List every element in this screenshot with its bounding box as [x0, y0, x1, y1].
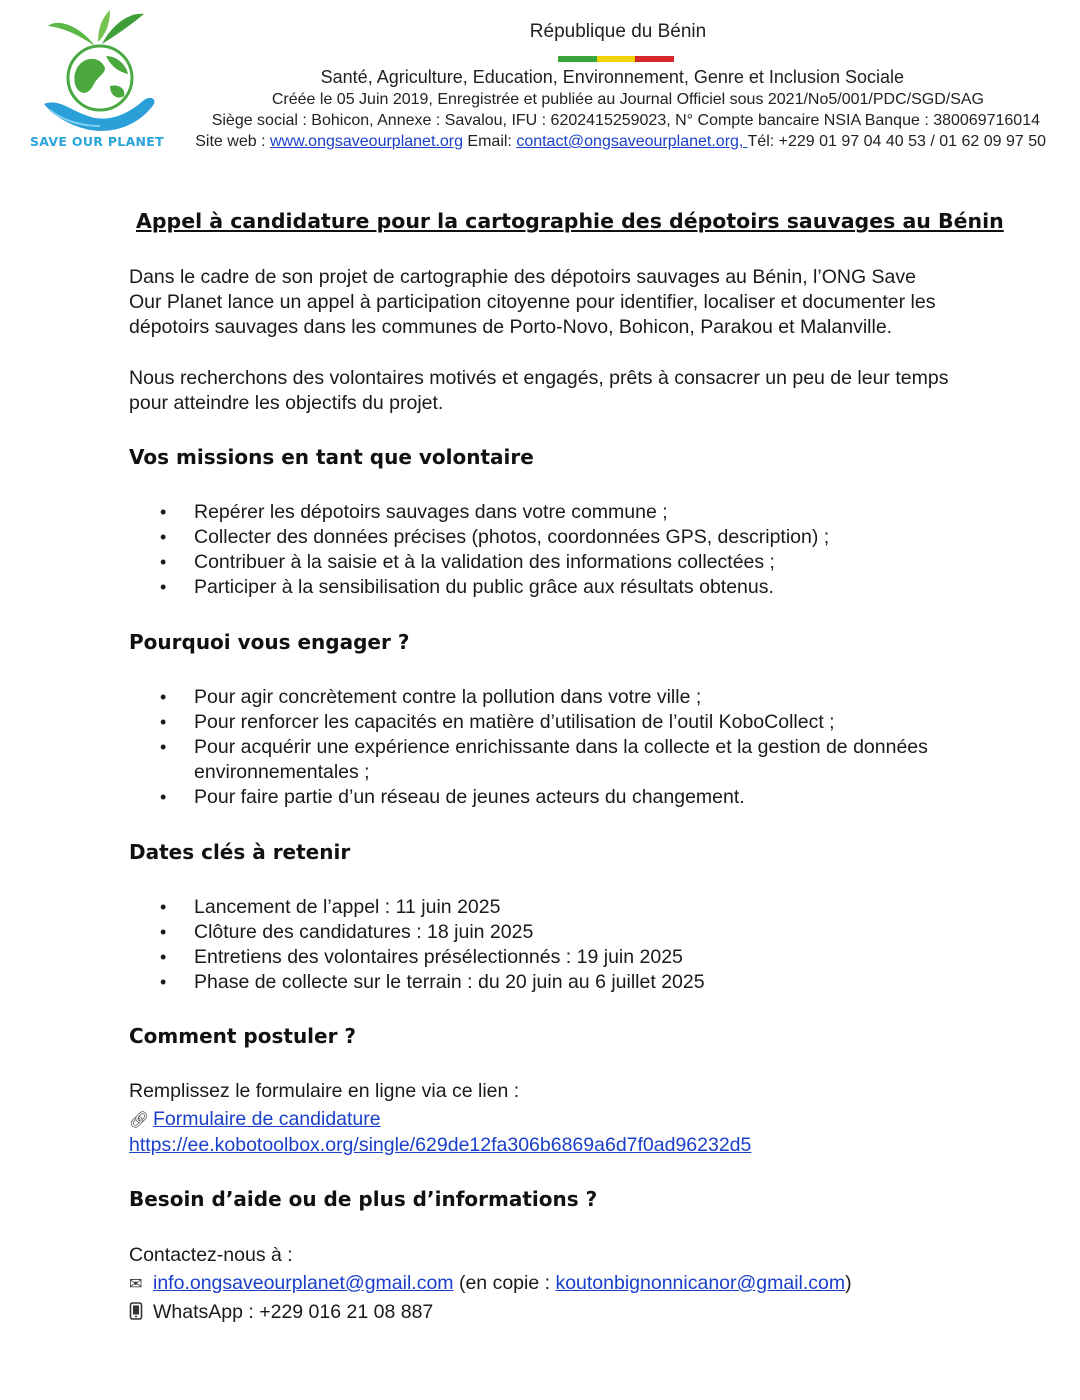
- list-item: • Pour acquérir une expérience enrichissante dans la collecte et la gestion de données environnementales ;: [129, 735, 929, 785]
- whatsapp-line: [129, 1300, 433, 1326]
- form-url-link[interactable]: https://ee.kobotoolbox.org/single/629de12fa306b6869a6d7f0ad96232d5: [129, 1134, 752, 1156]
- document-title: Appel à candidature pour la cartographie des dépotoirs sauvages au Bénin: [136, 209, 1004, 233]
- ngo-registration: Créée le 05 Juin 2019, Enregistrée et publiée au Journal Officiel sous 2021/No5/001/PDC/SGD/SAG: [271, 91, 984, 108]
- missions-list: [129, 500, 949, 600]
- website-link[interactable]: www.ongsaveourplanet.org: [269, 133, 463, 150]
- list-item: • Entretiens des volontaires présélectionnés : 19 juin 2025: [129, 945, 949, 970]
- why-list: [129, 685, 929, 810]
- flag-red: [635, 56, 674, 62]
- volunteers-line: Nous recherchons des volontaires motivés et engagés, prêts à consacrer un peu de leur temps: [129, 367, 949, 389]
- contact-email-link[interactable]: contact@ongsaveourplanet.org,: [516, 133, 748, 150]
- dates-list: [129, 895, 949, 995]
- list-item: • Clôture des candidatures : 18 juin 2025: [129, 920, 949, 945]
- volunteers-paragraph: [129, 366, 969, 416]
- form-link[interactable]: Formulaire de candidature: [153, 1108, 381, 1130]
- contact-email-line: [129, 1271, 852, 1297]
- cc-prefix: (en copie :: [453, 1272, 556, 1294]
- list-item: • Repérer les dépotoirs sauvages dans votre commune ;: [129, 500, 949, 525]
- apply-heading: Comment postuler ?: [129, 1024, 357, 1048]
- ngo-domains: Santé, Agriculture, Education, Environnement, Genre et Inclusion Sociale: [320, 67, 904, 87]
- intro-paragraph: [129, 265, 969, 340]
- cc-suffix: ): [845, 1272, 852, 1294]
- logo-text: SAVE OUR PLANET: [30, 134, 164, 149]
- list-item: • Pour faire partie d’un réseau de jeunes acteurs du changement.: [129, 785, 929, 810]
- phone-numbers: Tél: +229 01 97 04 40 53 / 01 62 09 97 50: [747, 133, 1046, 150]
- intro-line: Dans le cadre de son projet de cartographie des dépotoirs sauvages au Bénin, l’ONG Save: [129, 266, 916, 288]
- list-item: • Participer à la sensibilisation du public grâce aux résultats obtenus.: [129, 575, 949, 600]
- envelope-icon: ✉︎: [129, 1276, 143, 1293]
- ngo-contacts: [150, 133, 1070, 151]
- why-heading: Pourquoi vous engager ?: [129, 630, 410, 654]
- list-item: • Phase de collecte sur le terrain : du 20 juin au 6 juillet 2025: [129, 970, 949, 995]
- list-item: • Collecter des données précises (photos, coordonnées GPS, description) ;: [129, 525, 949, 550]
- list-item: • Lancement de l’appel : 11 juin 2025: [129, 895, 949, 920]
- ngo-headquarters: Siège social : Bohicon, Annexe : Savalou, IFU : 6202415259023, N° Compte bancaire NSIA Banque : 380069716014: [211, 112, 1040, 129]
- list-item: • Pour agir concrètement contre la pollution dans votre ville ;: [129, 685, 929, 710]
- republic-heading: République du Bénin: [529, 21, 707, 42]
- website-label: Site web :: [195, 133, 270, 150]
- link-icon: 🔗︎: [129, 1112, 150, 1129]
- whatsapp-number: WhatsApp : +229 016 21 08 887: [153, 1301, 434, 1323]
- contact-label: Contactez-nous à :: [129, 1244, 293, 1266]
- apply-intro: Remplissez le formulaire en ligne via ce lien :: [129, 1080, 520, 1102]
- cc-email-link[interactable]: koutonbignonnicanor@gmail.com: [555, 1272, 846, 1294]
- volunteers-line: pour atteindre les objectifs du projet.: [129, 392, 444, 414]
- list-item: • Pour renforcer les capacités en matière d’utilisation de l’outil KoboCollect ;: [129, 710, 929, 735]
- form-url-line: [129, 1133, 751, 1158]
- intro-line: dépotoirs sauvages dans les communes de Porto-Novo, Bohicon, Parakou et Malanville.: [129, 316, 893, 338]
- flag-green: [558, 56, 597, 62]
- missions-heading: Vos missions en tant que volontaire: [129, 445, 534, 469]
- info-email-link[interactable]: info.ongsaveourplanet@gmail.com: [153, 1272, 454, 1294]
- dates-heading: Dates clés à retenir: [129, 840, 351, 864]
- intro-line: Our Planet lance un appel à participation citoyenne pour identifier, localiser et documenter les: [129, 291, 936, 313]
- list-item: • Contribuer à la saisie et à la validation des informations collectées ;: [129, 550, 949, 575]
- email-label: Email:: [462, 133, 517, 150]
- benin-flag-stripe: [558, 56, 674, 62]
- help-heading: Besoin d’aide ou de plus d’informations ?: [129, 1187, 598, 1211]
- phone-icon: [129, 1301, 153, 1326]
- form-link-line: [129, 1107, 381, 1133]
- flag-yellow: [597, 56, 636, 62]
